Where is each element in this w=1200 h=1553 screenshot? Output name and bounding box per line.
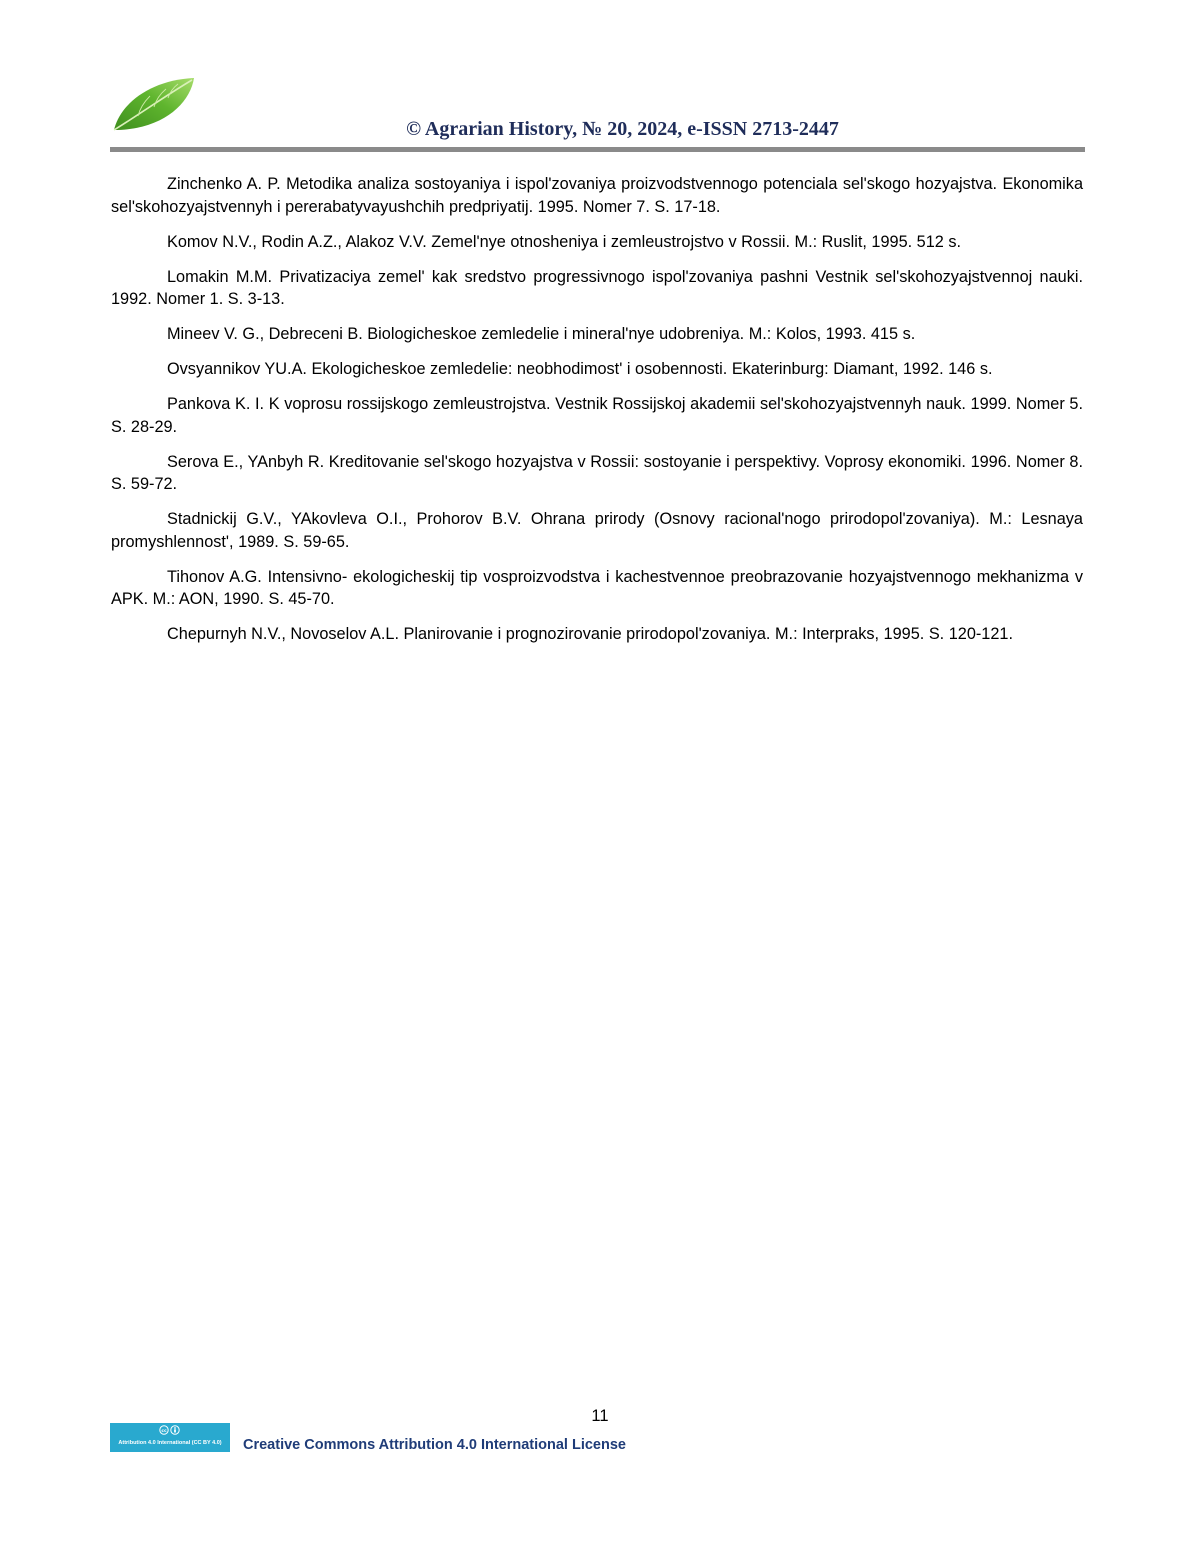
reference-item: Zinchenko A. P. Metodika analiza sostoyaniya i ispol'zovaniya proizvodstvennogo potenciala sel'skogo hozyajstva. Ekonomika sel'skohozyajstvennyh i pererabatyvayushchih predpriyatij. 1995. Nomer 7. S. 17-18. bbox=[111, 175, 1083, 216]
cc-by-icon bbox=[110, 1425, 230, 1438]
journal-header-title: © Agrarian History, № 20, 2024, e-ISSN 2713-2447 bbox=[406, 118, 839, 140]
reference-item: Chepurnyh N.V., Novoselov A.L. Planirovanie i prognozirovanie prirodopol'zovaniya. M.: Interpraks, 1995. S. 120-121. bbox=[167, 625, 1013, 643]
reference-item: Serova E., YAnbyh R. Kreditovanie sel'skogo hozyajstva v Rossii: sostoyanie i perspektivy. Voprosy ekonomiki. 1996. Nomer 8. S. 59-72. bbox=[111, 452, 1083, 493]
green-leaf-icon bbox=[110, 74, 198, 134]
reference-item: Pankova K. I. K voprosu rossijskogo zemleustrojstva. Vestnik Rossijskoj akademii sel'skohozyajstvennyh nauk. 1999. Nomer 5. S. 28-29. bbox=[111, 395, 1083, 436]
reference-item: Tihonov A.G. Intensivno- ekologicheskij tip vosproizvodstva i kachestvennoe preobrazovanie hozyajstvennogo mekhanizma v APK. M.: AON, 1990. S. 45-70. bbox=[111, 567, 1083, 608]
svg-text:cc: cc bbox=[161, 1429, 167, 1434]
cc-badge-text: Attribution 4.0 International (CC BY 4.0) bbox=[118, 1440, 222, 1446]
reference-item: Ovsyannikov YU.A. Ekologicheskoe zemledelie: neobhodimost' i osobennosti. Ekaterinburg: Diamant, 1992. 146 s. bbox=[167, 360, 993, 378]
reference-item: Lomakin M.M. Privatizaciya zemel' kak sredstvo progressivnogo ispol'zovaniya pashni Vestnik sel'skohozyajstvennoj nauki. 1992. Nomer 1. S. 3-13. bbox=[111, 267, 1083, 308]
reference-item: Komov N.V., Rodin A.Z., Alakoz V.V. Zemel'nye otnosheniya i zemleustrojstvo v Rossii. M.: Ruslit, 1995. 512 s. bbox=[167, 232, 962, 251]
reference-list bbox=[111, 173, 1083, 658]
license-link[interactable]: Creative Commons Attribution 4.0 International License bbox=[243, 1437, 626, 1453]
header-divider bbox=[110, 147, 1085, 152]
reference-item: Mineev V. G., Debreceni B. Biologicheskoe zemledelie i mineral'nye udobreniya. M.: Kolos, 1993. 415 s. bbox=[167, 325, 916, 343]
page-number: 11 bbox=[591, 1407, 609, 1425]
cc-license-badge[interactable] bbox=[110, 1423, 230, 1452]
reference-item: Stadnickij G.V., YAkovleva O.I., Prohorov B.V. Ohrana prirody (Osnovy racional'nogo prirodopol'zovaniya). M.: Lesnaya promyshlennost', 1989. S. 59-65. bbox=[111, 510, 1083, 551]
